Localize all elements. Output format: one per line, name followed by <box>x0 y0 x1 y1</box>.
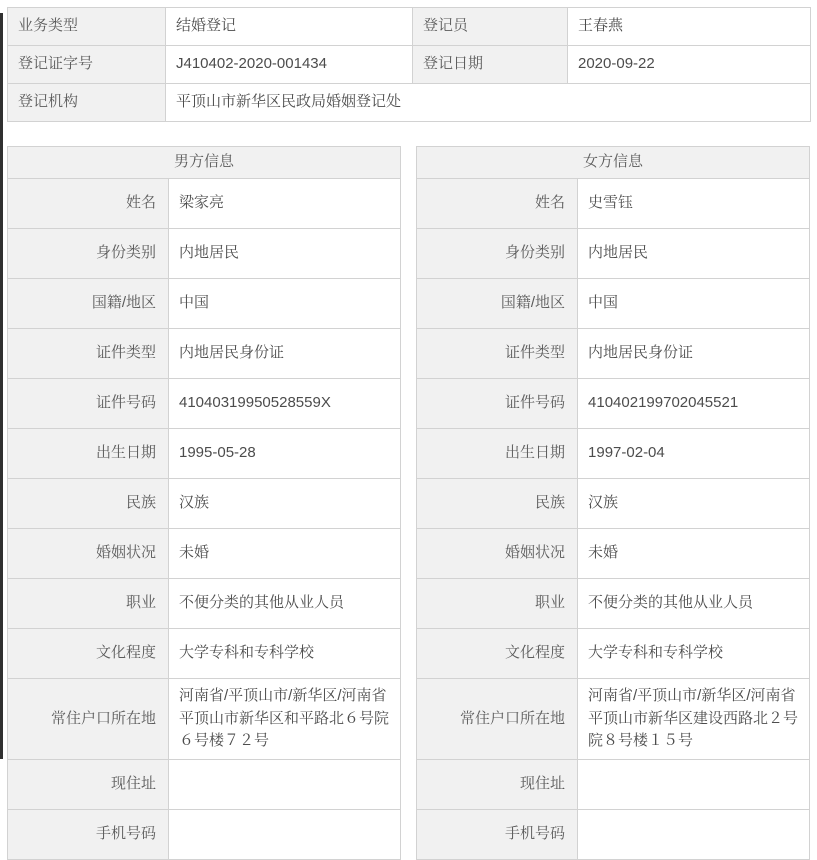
identity-category-label: 身份类别 <box>417 229 578 279</box>
table-row <box>8 529 401 579</box>
id-type-label: 证件类型 <box>8 329 169 379</box>
female-info-table <box>416 146 810 860</box>
table-row <box>8 329 401 379</box>
name-value: 梁家亮 <box>169 179 401 229</box>
table-row <box>8 279 401 329</box>
table-header-row <box>8 147 401 179</box>
table-row <box>417 629 810 679</box>
table-row <box>417 179 810 229</box>
identity-category-label: 身份类别 <box>8 229 169 279</box>
current-address-label: 现住址 <box>417 759 578 809</box>
id-number-value: 41040319950528559X <box>169 379 401 429</box>
male-info-table <box>7 146 401 860</box>
marriage-registration-record <box>0 7 817 842</box>
registration-date-value: 2020-09-22 <box>568 46 811 84</box>
table-row <box>8 809 401 859</box>
nationality-value: 中国 <box>169 279 401 329</box>
marital-status-value: 未婚 <box>578 529 810 579</box>
table-row <box>417 379 810 429</box>
person-tables-container <box>7 146 817 860</box>
ethnicity-value: 汉族 <box>578 479 810 529</box>
table-row <box>417 229 810 279</box>
male-info-title: 男方信息 <box>8 147 401 179</box>
table-row <box>8 579 401 629</box>
registration-date-label: 登记日期 <box>413 46 568 84</box>
table-row <box>8 679 401 760</box>
table-row <box>8 84 811 122</box>
ethnicity-label: 民族 <box>8 479 169 529</box>
table-row <box>8 479 401 529</box>
nationality-label: 国籍/地区 <box>8 279 169 329</box>
table-row <box>8 429 401 479</box>
name-label: 姓名 <box>8 179 169 229</box>
mobile-number-value <box>169 809 401 859</box>
table-row <box>8 759 401 809</box>
table-row <box>417 579 810 629</box>
education-label: 文化程度 <box>8 629 169 679</box>
business-type-label: 业务类型 <box>8 8 166 46</box>
business-type-value: 结婚登记 <box>166 8 413 46</box>
nationality-value: 中国 <box>578 279 810 329</box>
female-info-title: 女方信息 <box>417 147 810 179</box>
occupation-value: 不便分类的其他从业人员 <box>169 579 401 629</box>
registrar-value: 王春燕 <box>568 8 811 46</box>
mobile-number-label: 手机号码 <box>417 809 578 859</box>
occupation-label: 职业 <box>417 579 578 629</box>
id-type-value: 内地居民身份证 <box>578 329 810 379</box>
household-address-label: 常住户口所在地 <box>8 679 169 760</box>
id-type-label: 证件类型 <box>417 329 578 379</box>
household-address-value: 河南省/平顶山市/新华区/河南省平顶山市新华区建设西路北２号院８号楼１５号 <box>578 679 810 760</box>
table-row <box>417 479 810 529</box>
household-address-value: 河南省/平顶山市/新华区/河南省平顶山市新华区和平路北６号院６号楼７２号 <box>169 679 401 760</box>
table-row <box>8 379 401 429</box>
marital-status-value: 未婚 <box>169 529 401 579</box>
identity-category-value: 内地居民 <box>169 229 401 279</box>
registration-agency-value: 平顶山市新华区民政局婚姻登记处 <box>166 84 811 122</box>
occupation-value: 不便分类的其他从业人员 <box>578 579 810 629</box>
table-row <box>8 179 401 229</box>
mobile-number-value <box>578 809 810 859</box>
certificate-no-value: J410402-2020-001434 <box>166 46 413 84</box>
marital-status-label: 婚姻状况 <box>417 529 578 579</box>
education-label: 文化程度 <box>417 629 578 679</box>
ethnicity-label: 民族 <box>417 479 578 529</box>
identity-category-value: 内地居民 <box>578 229 810 279</box>
occupation-label: 职业 <box>8 579 169 629</box>
id-number-label: 证件号码 <box>417 379 578 429</box>
id-number-value: 410402199702045521 <box>578 379 810 429</box>
marital-status-label: 婚姻状况 <box>8 529 169 579</box>
certificate-no-label: 登记证字号 <box>8 46 166 84</box>
window-left-edge <box>0 13 3 759</box>
current-address-value <box>578 759 810 809</box>
education-value: 大学专科和专科学校 <box>578 629 810 679</box>
table-row <box>417 809 810 859</box>
mobile-number-label: 手机号码 <box>8 809 169 859</box>
id-number-label: 证件号码 <box>8 379 169 429</box>
ethnicity-value: 汉族 <box>169 479 401 529</box>
table-row <box>417 429 810 479</box>
education-value: 大学专科和专科学校 <box>169 629 401 679</box>
table-row <box>417 679 810 760</box>
registration-agency-label: 登记机构 <box>8 84 166 122</box>
table-row <box>8 629 401 679</box>
table-row <box>8 46 811 84</box>
table-row <box>8 8 811 46</box>
name-value: 史雪钰 <box>578 179 810 229</box>
table-row <box>417 759 810 809</box>
household-address-label: 常住户口所在地 <box>417 679 578 760</box>
table-row <box>417 279 810 329</box>
id-type-value: 内地居民身份证 <box>169 329 401 379</box>
table-row <box>417 329 810 379</box>
birth-date-value: 1997-02-04 <box>578 429 810 479</box>
birth-date-label: 出生日期 <box>8 429 169 479</box>
birth-date-value: 1995-05-28 <box>169 429 401 479</box>
table-header-row <box>417 147 810 179</box>
birth-date-label: 出生日期 <box>417 429 578 479</box>
table-row <box>8 229 401 279</box>
name-label: 姓名 <box>417 179 578 229</box>
nationality-label: 国籍/地区 <box>417 279 578 329</box>
registration-summary-table <box>7 7 811 122</box>
current-address-value <box>169 759 401 809</box>
current-address-label: 现住址 <box>8 759 169 809</box>
registrar-label: 登记员 <box>413 8 568 46</box>
table-row <box>417 529 810 579</box>
